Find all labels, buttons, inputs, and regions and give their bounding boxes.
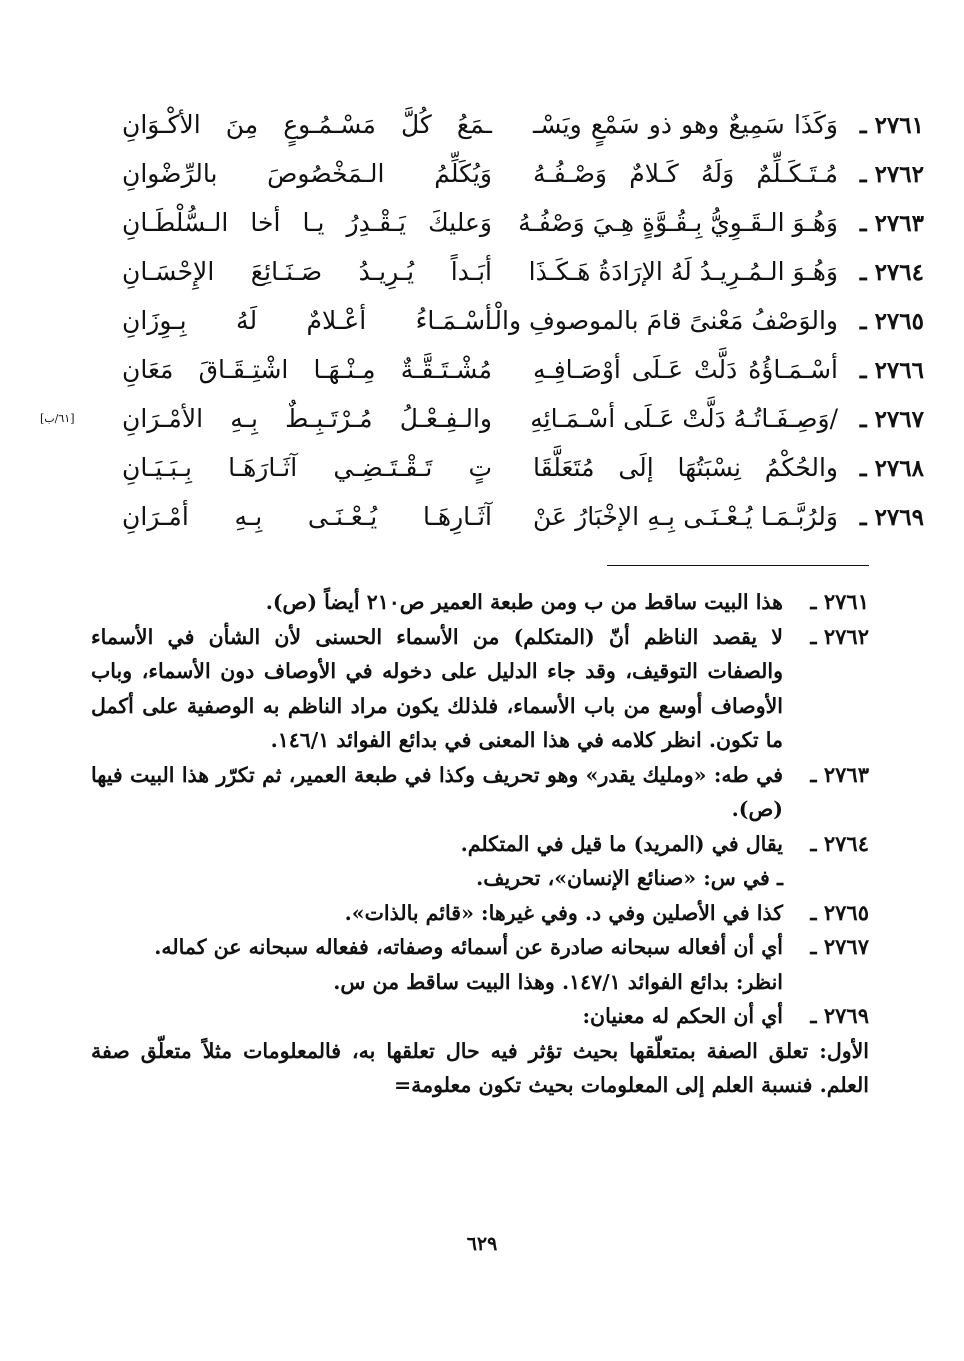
footnote-number: ٢٧٦٣ ـ — [810, 761, 869, 787]
verse-row — [40, 251, 924, 300]
verse-first-hemistich: مُـتَـكَـلِّمٌ وَلَهُ كَـلامٌ وَصْـفُـهُ — [533, 159, 838, 188]
footnote — [91, 585, 869, 620]
footnote-subnote: انظر: بدائع الفوائد ١٤٧/١. وهذا البيت ساقط من س. — [333, 969, 783, 994]
verse-second-hemistich: أسْـمَـاءُ أعْـلامٌ لَهُ بِـوِزَانِ — [122, 306, 492, 335]
footnote-number: ٢٧٦٧ ـ — [810, 934, 869, 959]
verse-row — [40, 349, 924, 398]
verse-first-hemistich: وَلرُبَّـمَـا يُـعْـنَـى بِـهِ الإخْبَارُ عَنْ — [533, 502, 838, 531]
footnote-text: أي أن أفعاله سبحانه صادرة عن أسمائه وصفاته، ففعاله سبحانه عن كماله. — [154, 935, 783, 959]
folio-marker: [٦١/ب] — [40, 412, 75, 425]
footnote-continuation — [91, 1034, 869, 1103]
verse-number: ٢٧٦٣ ـ — [859, 210, 924, 237]
verse-second-hemistich: أبَـداً يُـرِيـدُ صَـنَـائِعَ الإِحْسَـانِ — [122, 257, 492, 286]
footnote — [91, 930, 869, 965]
footnote-number: ٢٧٦٩ ـ — [810, 1003, 869, 1028]
footnote-number: ٢٧٦١ ـ — [810, 589, 869, 614]
verse-row — [40, 104, 924, 153]
verse-list — [40, 104, 924, 545]
verse-number: ٢٧٦٦ ـ — [859, 357, 924, 384]
verse-second-hemistich: وَيُكَلِّمُ الـمَخْصُوصَ بالرِّضْوانِ — [122, 159, 492, 188]
footnote-text: أي أن الحكم له معنيان: — [582, 1004, 783, 1028]
verse-row — [40, 447, 924, 496]
verse-number: ٢٧٦٩ ـ — [859, 504, 924, 531]
footnote-divider — [607, 565, 869, 566]
first-meaning-text: تعلق الصفة بمتعلّقها بحيث تؤثر فيه حال تعلقها به، فالمعلومات مثلاً متعلّق صفة العلم. فنسبة العلم إلى المعلومات بحيث تكون معلومة= — [91, 1038, 869, 1097]
verse-first-hemistich: /وَصِـفَـاتُـهُ دَلَّتْ عَـلَى أسْـمَـائِهِ — [530, 404, 838, 433]
footnote-number: ٢٧٦٥ ـ — [810, 899, 869, 925]
footnote-text: في طه: «ومليك يقدر» وهو تحريف وكذا في طبعة العمير، ثم تكرّر هذا البيت فيها (ص). — [91, 762, 783, 821]
verse-row — [40, 496, 924, 545]
verse-second-hemistich: تٍ تَـقْـتَـضِـي آثَـارَهَـا بِـبَـيَـانِ — [122, 453, 492, 482]
footnote-text: لا يقصد الناظم أنّ (المتكلم) من الأسماء الحسنى لأن الشأن في الأسماء والصفات التوقيف، وقد جاء الدليل على دخوله في الأوصاف دون الأسماء، وباب الأوصاف أوسع من باب الأسماء، فلذلك يكون مراد الناظم به الوصفية على أكمل ما تكون. انظر كلامه في هذا المعنى في بدائع الفوائد ١٤٦/١. — [91, 624, 783, 752]
verse-number: ٢٧٦٨ ـ — [859, 455, 924, 482]
verse-second-hemistich: والـفِـعْـلُ مُـرْتَـبِـطٌ بِـهِ الأمْـرَانِ — [122, 404, 492, 433]
verse-row — [40, 300, 924, 349]
verse-row — [40, 153, 924, 202]
footnote-number: ٢٧٦٢ ـ — [810, 623, 869, 649]
verse-first-hemistich: وَهُـوَ الـقَـوِيُّ بِـقُـوَّةٍ هِـيَ وَصْفُـهُ — [518, 208, 838, 237]
verse-row — [40, 202, 924, 251]
first-meaning-label: الأول: — [819, 1038, 869, 1063]
verse-second-hemistich: ـمَعُ كُلَّ مَسْـمُـوعٍ مِنَ الأكْـوَانِ — [122, 110, 492, 139]
footnote — [91, 999, 869, 1034]
footnote-text: كذا في الأصلين وفي د. وفي غيرها: «قائم بالذات». — [344, 900, 783, 925]
footnote — [91, 896, 869, 931]
verse-second-hemistich: مُشْـتَـقَّـةٌ مِـنْـهَـا اشْتِـقَـاقَ مَعَانِ — [122, 355, 492, 384]
verse-first-hemistich: والوَصْفُ مَعْنىً قامَ بالموصوفِ والْـ — [487, 306, 838, 335]
verse-first-hemistich: وَهُـوَ الـمُـرِيـدُ لَهُ الإرَادَةُ هَـكَـذَا — [528, 257, 838, 286]
footnotes — [91, 585, 869, 1103]
footnote-text: هذا البيت ساقط من ب ومن طبعة العمير ص٢١٠ أيضاً (ص). — [265, 590, 783, 614]
verse-number: ٢٧٦٧ ـ — [859, 406, 924, 433]
footnote-text: يقال في (المريد) ما قيل في المتكلم. — [460, 831, 783, 856]
footnote — [91, 620, 869, 758]
verse-second-hemistich: آثَـارِهَـا يُـعْـنَـى بِـهِ أمْـرَانِ — [122, 502, 492, 531]
footnote-subnote: ـ في س: «صنائع الإنسان»، تحريف. — [476, 866, 783, 890]
footnote-number: ٢٧٦٤ ـ — [810, 830, 869, 856]
verse-number: ٢٧٦٥ ـ — [859, 308, 924, 335]
verse-first-hemistich: وَكَذَا سَمِيعٌ وهو ذو سَمْعٍ ويَسْـ — [533, 110, 838, 139]
page-number: ٦٢٩ — [466, 1233, 498, 1255]
verse-number: ٢٧٦٢ ـ — [859, 161, 924, 188]
footnote — [91, 827, 869, 862]
footnote — [91, 758, 869, 827]
verse-number: ٢٧٦١ ـ — [859, 112, 924, 139]
verse-first-hemistich: والحُكْمُ نِسْبَتُهَا إلَى مُتَعَلَّقَا — [533, 453, 838, 482]
verse-second-hemistich: وَعليكَ يَـقْـدِرُ يـا أخا الـسُّلْطَـانِ — [122, 208, 492, 237]
verse-number: ٢٧٦٤ ـ — [859, 259, 924, 286]
verse-first-hemistich: أسْـمَـاؤُهُ دَلَّتْ عَـلَى أوْصَـافِـهِ — [533, 355, 838, 384]
verse-row — [40, 398, 924, 447]
